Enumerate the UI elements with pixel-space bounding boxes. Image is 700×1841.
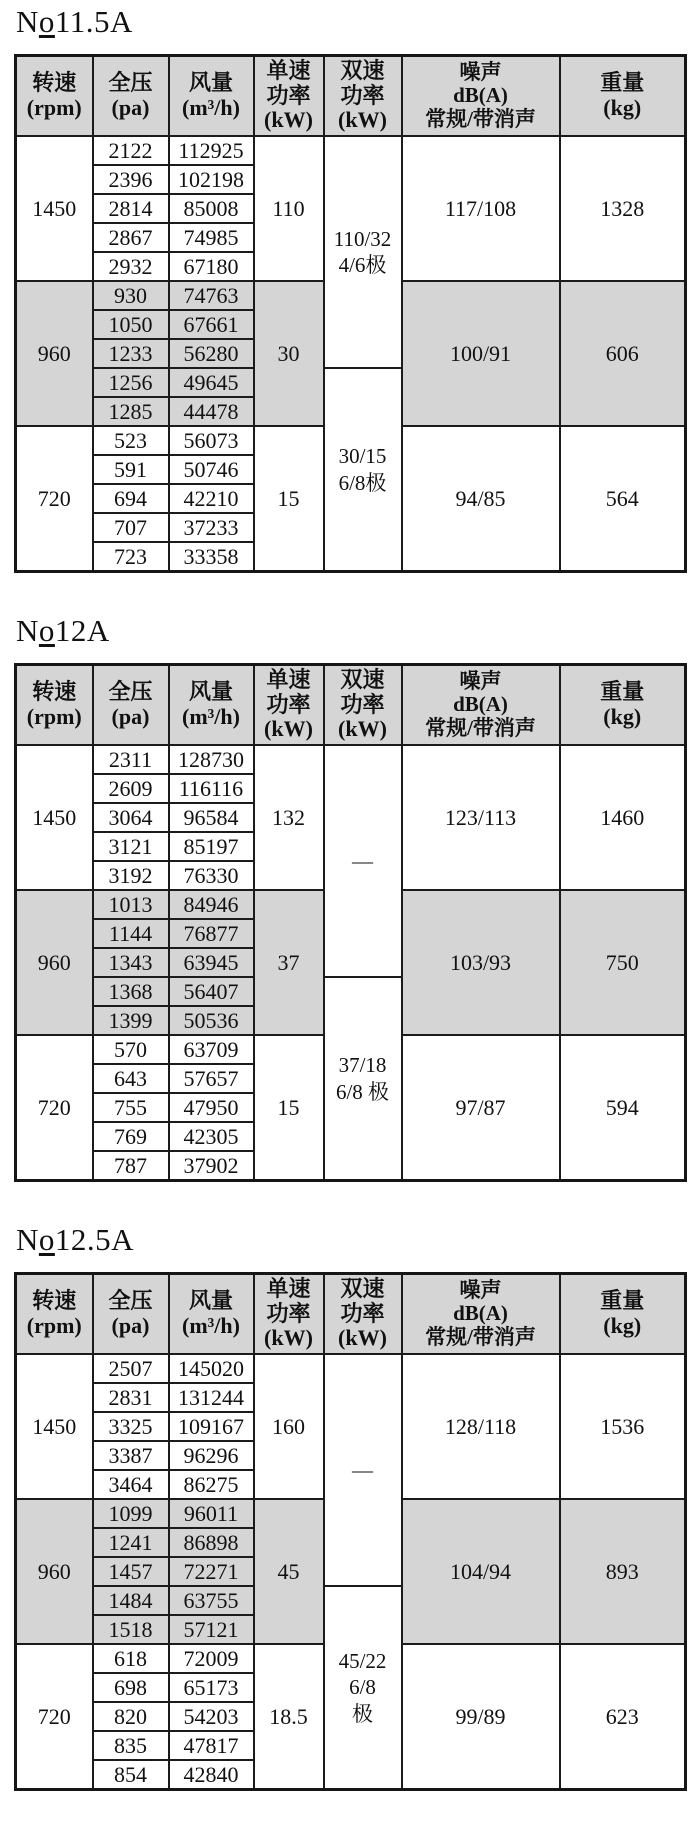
- pressure-cell: 1399: [93, 1006, 169, 1035]
- col-header-dual-power: [324, 665, 402, 746]
- pressure-cell: 2311: [93, 745, 169, 774]
- rpm-cell: 960: [16, 1499, 93, 1644]
- dual-power-line: 37/18: [338, 1053, 387, 1078]
- pressure-cell: 694: [93, 484, 169, 513]
- airflow-cell: 116116: [169, 774, 254, 803]
- noise-cell: 103/93: [402, 890, 560, 1035]
- airflow-cell: 84946: [169, 890, 254, 919]
- weight-cell: 893: [560, 1499, 686, 1644]
- header-line: 噪声: [459, 59, 502, 84]
- pressure-cell: 1343: [93, 948, 169, 977]
- rpm-cell: 720: [16, 426, 93, 572]
- header-line: 噪声: [459, 668, 502, 693]
- table-row: [16, 1354, 686, 1383]
- table-body: [16, 1354, 686, 1790]
- pressure-cell: 1256: [93, 368, 169, 397]
- col-header-noise: [402, 56, 560, 137]
- header-line: (m³/h): [182, 704, 240, 729]
- pressure-cell: 1368: [93, 977, 169, 1006]
- header-line: 风量: [188, 1288, 233, 1314]
- airflow-cell: 63709: [169, 1035, 254, 1064]
- header-line: 风量: [188, 70, 233, 96]
- airflow-cell: 65173: [169, 1673, 254, 1702]
- pressure-cell: 755: [93, 1093, 169, 1122]
- table-title: [16, 4, 686, 40]
- table-title-part: o: [38, 4, 55, 39]
- airflow-cell: 109167: [169, 1412, 254, 1441]
- dual-power-cell: [324, 136, 402, 368]
- airflow-cell: 42305: [169, 1122, 254, 1151]
- airflow-cell: 67661: [169, 310, 254, 339]
- dual-power-line: 30/15: [338, 444, 387, 469]
- header-line: 单速: [266, 58, 311, 84]
- pressure-cell: 3064: [93, 803, 169, 832]
- noise-cell: 94/85: [402, 426, 560, 572]
- airflow-cell: 67180: [169, 252, 254, 281]
- header-line: (pa): [111, 95, 150, 120]
- airflow-cell: 49645: [169, 368, 254, 397]
- airflow-cell: 145020: [169, 1354, 254, 1383]
- table-title-part: N: [16, 613, 39, 648]
- single-power-cell: 45: [254, 1499, 324, 1644]
- airflow-cell: 72009: [169, 1644, 254, 1673]
- pressure-cell: 591: [93, 455, 169, 484]
- header-line: 转速: [32, 70, 77, 96]
- col-header-pressure: [93, 665, 169, 746]
- airflow-cell: 37233: [169, 513, 254, 542]
- col-header-airflow: [169, 665, 254, 746]
- dual-power-line: 极: [352, 1701, 373, 1726]
- pressure-cell: 698: [93, 1673, 169, 1702]
- pressure-cell: 3192: [93, 861, 169, 890]
- airflow-cell: 56407: [169, 977, 254, 1006]
- table-header: [16, 56, 686, 137]
- pressure-cell: 2932: [93, 252, 169, 281]
- airflow-cell: 74985: [169, 223, 254, 252]
- airflow-cell: 72271: [169, 1557, 254, 1586]
- airflow-cell: 56073: [169, 426, 254, 455]
- header-row: [16, 1274, 686, 1355]
- dual-power-cell: [324, 368, 402, 572]
- pressure-cell: 2831: [93, 1383, 169, 1412]
- col-header-weight: [560, 1274, 686, 1355]
- table-title-part: 11.5A: [54, 4, 133, 39]
- airflow-cell: 37902: [169, 1151, 254, 1181]
- pressure-cell: 3387: [93, 1441, 169, 1470]
- pressure-cell: 1241: [93, 1528, 169, 1557]
- header-line: (pa): [111, 704, 150, 729]
- col-header-single-power: [254, 665, 324, 746]
- col-header-airflow: [169, 56, 254, 137]
- airflow-cell: 131244: [169, 1383, 254, 1412]
- airflow-cell: 57121: [169, 1615, 254, 1644]
- header-line: (kW): [338, 107, 387, 133]
- col-header-airflow: [169, 1274, 254, 1355]
- fan-table-section: [14, 613, 686, 1182]
- airflow-cell: 76877: [169, 919, 254, 948]
- airflow-cell: 85197: [169, 832, 254, 861]
- spec-table: [14, 1272, 687, 1791]
- col-header-noise: [402, 665, 560, 746]
- airflow-cell: 50746: [169, 455, 254, 484]
- single-power-cell: 37: [254, 890, 324, 1035]
- noise-cell: 97/87: [402, 1035, 560, 1181]
- pressure-cell: 854: [93, 1760, 169, 1790]
- pressure-cell: 1233: [93, 339, 169, 368]
- pressure-cell: 2396: [93, 165, 169, 194]
- header-line: dB(A): [453, 83, 508, 108]
- dual-power-line: 45/22: [338, 1649, 387, 1674]
- pressure-cell: 1285: [93, 397, 169, 426]
- dual-power-line: 4/6极: [338, 253, 387, 277]
- spec-table: [14, 54, 687, 573]
- dual-power-cell: [324, 977, 402, 1181]
- airflow-cell: 63755: [169, 1586, 254, 1615]
- pressure-cell: 1484: [93, 1586, 169, 1615]
- pressure-cell: 2122: [93, 136, 169, 165]
- pressure-cell: 1013: [93, 890, 169, 919]
- pressure-cell: 723: [93, 542, 169, 572]
- header-line: 双速: [340, 58, 385, 84]
- header-line: 全压: [108, 70, 153, 96]
- airflow-cell: 42840: [169, 1760, 254, 1790]
- airflow-cell: 50536: [169, 1006, 254, 1035]
- col-header-weight: [560, 56, 686, 137]
- header-line: 常规/带消声: [425, 106, 536, 131]
- airflow-cell: 76330: [169, 861, 254, 890]
- pressure-cell: 2507: [93, 1354, 169, 1383]
- header-line: 重量: [600, 679, 645, 705]
- pressure-cell: 2867: [93, 223, 169, 252]
- dual-power-cell: [324, 1354, 402, 1586]
- header-line: 单速: [266, 667, 311, 693]
- header-line: 功率: [340, 1300, 385, 1326]
- table-title-part: 12.5A: [54, 1222, 135, 1257]
- dual-power-line: 110/32: [333, 226, 392, 251]
- airflow-cell: 128730: [169, 745, 254, 774]
- dual-power-line: —: [352, 848, 373, 873]
- pressure-cell: 1457: [93, 1557, 169, 1586]
- pressure-cell: 1099: [93, 1499, 169, 1528]
- weight-cell: 594: [560, 1035, 686, 1181]
- header-line: 双速: [340, 1276, 385, 1302]
- table-row: [16, 745, 686, 774]
- header-line: 重量: [600, 1288, 645, 1314]
- fan-table-section: [14, 4, 686, 573]
- header-line: 双速: [340, 667, 385, 693]
- pressure-cell: 523: [93, 426, 169, 455]
- header-line: 常规/带消声: [425, 1324, 536, 1349]
- header-line: (rpm): [26, 704, 82, 729]
- weight-cell: 623: [560, 1644, 686, 1790]
- header-line: 功率: [266, 82, 311, 108]
- airflow-cell: 63945: [169, 948, 254, 977]
- header-line: 功率: [266, 1300, 311, 1326]
- noise-cell: 100/91: [402, 281, 560, 426]
- header-line: (kW): [338, 1325, 387, 1351]
- airflow-cell: 96584: [169, 803, 254, 832]
- dual-power-line: —: [352, 1457, 373, 1482]
- header-line: 单速: [266, 1276, 311, 1302]
- pressure-cell: 1050: [93, 310, 169, 339]
- single-power-cell: 110: [254, 136, 324, 281]
- airflow-cell: 102198: [169, 165, 254, 194]
- dual-power-cell: [324, 745, 402, 977]
- table-title-part: 12A: [54, 613, 110, 648]
- header-line: (kg): [603, 704, 642, 729]
- pressure-cell: 643: [93, 1064, 169, 1093]
- airflow-cell: 44478: [169, 397, 254, 426]
- table-title: [16, 613, 686, 649]
- header-line: dB(A): [453, 692, 508, 717]
- noise-cell: 123/113: [402, 745, 560, 890]
- table-title-part: N: [16, 1222, 39, 1257]
- table-header: [16, 1274, 686, 1355]
- header-line: (rpm): [26, 1313, 82, 1338]
- pressure-cell: 3464: [93, 1470, 169, 1499]
- weight-cell: 606: [560, 281, 686, 426]
- table-body: [16, 745, 686, 1181]
- header-line: 全压: [108, 1288, 153, 1314]
- header-line: (kg): [603, 1313, 642, 1338]
- pressure-cell: 820: [93, 1702, 169, 1731]
- pressure-cell: 787: [93, 1151, 169, 1181]
- single-power-cell: 160: [254, 1354, 324, 1499]
- fan-table-section: [14, 1222, 686, 1791]
- rpm-cell: 1450: [16, 1354, 93, 1499]
- single-power-cell: 15: [254, 426, 324, 572]
- airflow-cell: 112925: [169, 136, 254, 165]
- header-line: (pa): [111, 1313, 150, 1338]
- table-title: [16, 1222, 686, 1258]
- col-header-pressure: [93, 56, 169, 137]
- rpm-cell: 720: [16, 1035, 93, 1181]
- weight-cell: 1460: [560, 745, 686, 890]
- header-line: (kW): [264, 1325, 313, 1351]
- rpm-cell: 960: [16, 890, 93, 1035]
- dual-power-line: 6/8极: [338, 470, 387, 495]
- airflow-cell: 96296: [169, 1441, 254, 1470]
- single-power-cell: 132: [254, 745, 324, 890]
- weight-cell: 564: [560, 426, 686, 572]
- weight-cell: 1536: [560, 1354, 686, 1499]
- header-line: (m³/h): [182, 95, 240, 120]
- table-title-part: N: [16, 4, 39, 39]
- weight-cell: 750: [560, 890, 686, 1035]
- col-header-rpm: [16, 665, 93, 746]
- pressure-cell: 3325: [93, 1412, 169, 1441]
- spec-table: [14, 663, 687, 1182]
- rpm-cell: 1450: [16, 745, 93, 890]
- table-title-part: o: [38, 613, 55, 648]
- weight-cell: 1328: [560, 136, 686, 281]
- col-header-single-power: [254, 1274, 324, 1355]
- table-header: [16, 665, 686, 746]
- fan-spec-tables: [14, 4, 686, 1791]
- header-line: 重量: [600, 70, 645, 96]
- header-line: 噪声: [459, 1277, 502, 1302]
- header-line: 转速: [32, 679, 77, 705]
- col-header-weight: [560, 665, 686, 746]
- header-line: dB(A): [453, 1301, 508, 1326]
- rpm-cell: 1450: [16, 136, 93, 281]
- single-power-cell: 30: [254, 281, 324, 426]
- header-line: (rpm): [26, 95, 82, 120]
- single-power-cell: 15: [254, 1035, 324, 1181]
- airflow-cell: 86275: [169, 1470, 254, 1499]
- airflow-cell: 74763: [169, 281, 254, 310]
- header-line: 功率: [266, 691, 311, 717]
- col-header-pressure: [93, 1274, 169, 1355]
- header-line: (kW): [264, 716, 313, 742]
- dual-power-line: 6/8 极: [335, 1079, 390, 1104]
- table-title-part: o: [38, 1222, 55, 1257]
- table-row: [16, 136, 686, 165]
- airflow-cell: 33358: [169, 542, 254, 572]
- airflow-cell: 96011: [169, 1499, 254, 1528]
- header-line: (kg): [603, 95, 642, 120]
- airflow-cell: 47817: [169, 1731, 254, 1760]
- header-line: 全压: [108, 679, 153, 705]
- noise-cell: 128/118: [402, 1354, 560, 1499]
- pressure-cell: 769: [93, 1122, 169, 1151]
- dual-power-cell: [324, 1586, 402, 1790]
- header-line: (kW): [338, 716, 387, 742]
- col-header-rpm: [16, 1274, 93, 1355]
- col-header-single-power: [254, 56, 324, 137]
- header-line: 功率: [340, 691, 385, 717]
- col-header-dual-power: [324, 1274, 402, 1355]
- col-header-noise: [402, 1274, 560, 1355]
- header-line: 功率: [340, 82, 385, 108]
- dual-power-line: 6/8: [349, 1675, 376, 1700]
- single-power-cell: 18.5: [254, 1644, 324, 1790]
- airflow-cell: 47950: [169, 1093, 254, 1122]
- pressure-cell: 835: [93, 1731, 169, 1760]
- pressure-cell: 570: [93, 1035, 169, 1064]
- airflow-cell: 54203: [169, 1702, 254, 1731]
- header-row: [16, 56, 686, 137]
- pressure-cell: 618: [93, 1644, 169, 1673]
- noise-cell: 104/94: [402, 1499, 560, 1644]
- col-header-rpm: [16, 56, 93, 137]
- header-line: (m³/h): [182, 1313, 240, 1338]
- header-row: [16, 665, 686, 746]
- col-header-dual-power: [324, 56, 402, 137]
- airflow-cell: 86898: [169, 1528, 254, 1557]
- airflow-cell: 56280: [169, 339, 254, 368]
- airflow-cell: 42210: [169, 484, 254, 513]
- header-line: 常规/带消声: [425, 715, 536, 740]
- pressure-cell: 1144: [93, 919, 169, 948]
- airflow-cell: 57657: [169, 1064, 254, 1093]
- header-line: (kW): [264, 107, 313, 133]
- pressure-cell: 3121: [93, 832, 169, 861]
- rpm-cell: 960: [16, 281, 93, 426]
- header-line: 转速: [32, 1288, 77, 1314]
- table-body: [16, 136, 686, 572]
- pressure-cell: 707: [93, 513, 169, 542]
- noise-cell: 99/89: [402, 1644, 560, 1790]
- pressure-cell: 2609: [93, 774, 169, 803]
- noise-cell: 117/108: [402, 136, 560, 281]
- pressure-cell: 2814: [93, 194, 169, 223]
- pressure-cell: 930: [93, 281, 169, 310]
- rpm-cell: 720: [16, 1644, 93, 1790]
- header-line: 风量: [188, 679, 233, 705]
- pressure-cell: 1518: [93, 1615, 169, 1644]
- airflow-cell: 85008: [169, 194, 254, 223]
